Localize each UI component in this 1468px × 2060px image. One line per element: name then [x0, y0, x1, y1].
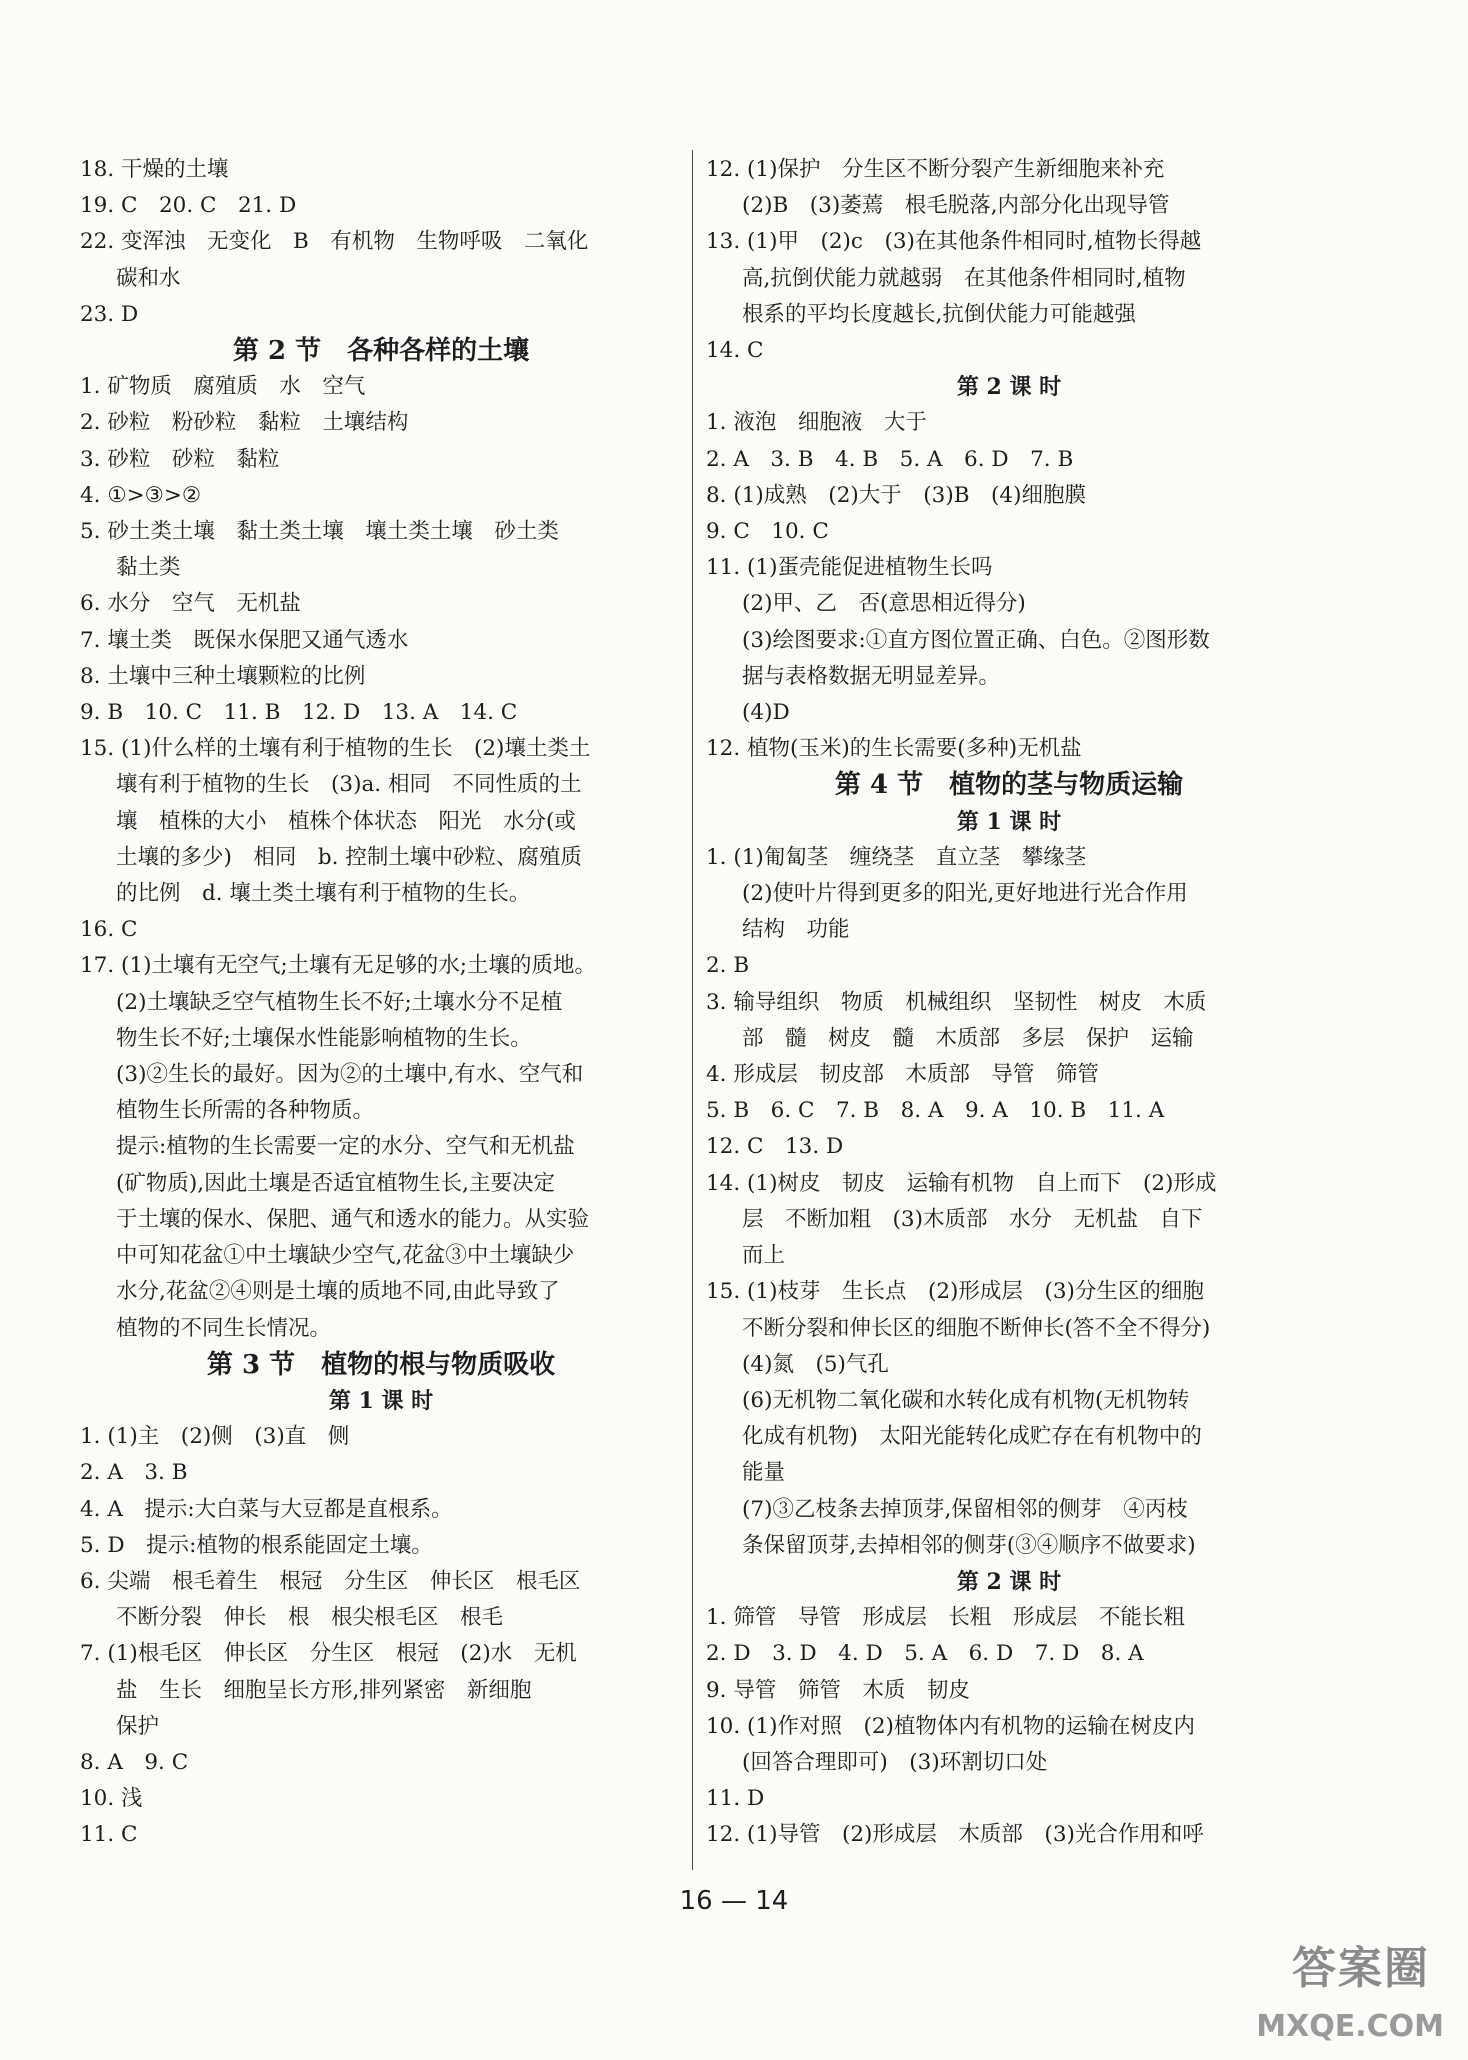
answer-line: 3. 砂粒 砂粒 黏粒: [80, 446, 280, 472]
answer-continuation: (4)D: [742, 700, 790, 726]
section-heading: 第 4 节 植物的茎与物质运输: [834, 770, 1184, 801]
answer-continuation: (2)使叶片得到更多的阳光,更好地进行光合作用: [742, 881, 1188, 907]
answer-line: 6. 水分 空气 无机盐: [80, 591, 301, 617]
answer-line: 5. B 6. C 7. B 8. A 9. A 10. B 11. A: [706, 1098, 1165, 1124]
answer-continuation: 根系的平均长度越长,抗倒伏能力可能越强: [742, 301, 1136, 327]
answer-line: 22. 变浑浊 无变化 B 有机物 生物呼吸 二氧化: [80, 229, 589, 255]
answer-continuation: (2)甲、乙 否(意思相近得分): [742, 591, 1026, 617]
lesson-heading: 第 2 课 时: [956, 374, 1062, 401]
watermark-logo: 答案圈: [1292, 1943, 1430, 1994]
lesson-heading: 第 1 课 时: [328, 1387, 434, 1414]
answer-continuation: 据与表格数据无明显差异。: [742, 663, 1001, 689]
answer-continuation: 于土壤的保水、保肥、通气和透水的能力。从实验: [116, 1206, 590, 1232]
answer-continuation: 条保留顶芽,去掉相邻的侧芽(③④顺序不做要求): [742, 1532, 1196, 1558]
right-column: [706, 152, 1312, 1854]
answer-line: 11. D: [706, 1786, 765, 1812]
answer-continuation: 的比例 d. 壤土类土壤有利于植物的生长。: [116, 881, 531, 907]
answer-continuation: 不断分裂和伸长区的细胞不断伸长(答不全不得分): [742, 1315, 1211, 1341]
answer-continuation: 提示:植物的生长需要一定的水分、空气和无机盐: [116, 1134, 575, 1160]
answer-continuation: (回答合理即可) (3)环割切口处: [742, 1749, 1048, 1775]
answer-line: 12. (1)导管 (2)形成层 木质部 (3)光合作用和呼: [706, 1822, 1204, 1848]
answer-continuation: 土壤的多少) 相同 b. 控制土壤中砂粒、腐殖质: [116, 844, 582, 870]
answer-line: 11. (1)蛋壳能促进植物生长吗: [706, 555, 993, 581]
answer-line: 9. B 10. C 11. B 12. D 13. A 14. C: [80, 700, 518, 726]
answer-line: 9. 导管 筛管 木质 韧皮: [706, 1677, 970, 1703]
answer-continuation: (2)土壤缺乏空气植物生长不好;土壤水分不足植: [116, 989, 563, 1015]
answer-line: 1. 液泡 细胞液 大于: [706, 410, 927, 436]
answer-line: 4. ①>③>②: [80, 482, 202, 508]
answer-continuation: 不断分裂 伸长 根 根尖根毛区 根毛: [116, 1605, 504, 1631]
answer-continuation: 物生长不好;土壤保水性能影响植物的生长。: [116, 1025, 532, 1051]
answer-line: 10. 浅: [80, 1786, 143, 1812]
answer-continuation: 黏土类: [116, 555, 181, 581]
answer-line: 17. (1)土壤有无空气;土壤有无足够的水;土壤的质地。: [80, 953, 596, 979]
answer-continuation: (7)③乙枝条去掉顶芽,保留相邻的侧芽 ④丙枝: [742, 1496, 1188, 1522]
answer-line: 3. 输导组织 物质 机械组织 坚韧性 树皮 木质: [706, 989, 1207, 1015]
answer-line: 15. (1)什么样的土壤有利于植物的生长 (2)壤土类土: [80, 736, 591, 762]
answer-continuation: 植物生长所需的各种物质。: [116, 1098, 375, 1124]
watermark: [1210, 1932, 1450, 2052]
answer-continuation: (3)②生长的最好。因为②的土壤中,有水、空气和: [116, 1062, 584, 1088]
answer-continuation: (4)氮 (5)气孔: [742, 1351, 889, 1377]
answer-line: 2. A 3. B 4. B 5. A 6. D 7. B: [706, 446, 1074, 472]
answer-line: 1. 矿物质 腐殖质 水 空气: [80, 374, 366, 400]
left-column: [80, 152, 682, 1854]
answer-continuation: 化成有机物) 太阳光能转化成贮存在有机物中的: [742, 1424, 1202, 1450]
answer-continuation: 水分,花盆②④则是土壤的质地不同,由此导致了: [116, 1279, 560, 1305]
answer-line: 4. 形成层 韧皮部 木质部 导管 筛管: [706, 1062, 1099, 1088]
answer-line: 12. 植物(玉米)的生长需要(多种)无机盐: [706, 736, 1082, 762]
answer-continuation: (6)无机物二氧化碳和水转化成有机物(无机物转: [742, 1387, 1190, 1413]
answer-line: 2. B: [706, 953, 750, 979]
answer-line: 8. (1)成熟 (2)大于 (3)B (4)细胞膜: [706, 482, 1086, 508]
answer-continuation: 结构 功能: [742, 917, 850, 943]
answer-line: 19. C 20. C 21. D: [80, 193, 297, 219]
answer-line: 2. A 3. B: [80, 1460, 188, 1486]
lesson-heading: 第 2 课 时: [956, 1568, 1062, 1595]
answer-line: 1. 筛管 导管 形成层 长粗 形成层 不能长粗: [706, 1605, 1185, 1631]
answer-line: 8. A 9. C: [80, 1749, 189, 1775]
answer-line: 23. D: [80, 301, 139, 327]
answer-line: 2. D 3. D 4. D 5. A 6. D 7. D 8. A: [706, 1641, 1144, 1667]
lesson-heading: 第 1 课 时: [956, 808, 1062, 835]
answer-line: 16. C: [80, 917, 138, 943]
column-divider: [692, 150, 693, 1870]
watermark-url: MXQE.COM: [1256, 2009, 1444, 2044]
answer-line: 12. C 13. D: [706, 1134, 844, 1160]
answer-line: 18. 干燥的土壤: [80, 157, 229, 182]
answer-line: 13. (1)甲 (2)c (3)在其他条件相同时,植物长得越: [706, 229, 1202, 255]
answer-continuation: 盐 生长 细胞呈长方形,排列紧密 新细胞: [116, 1677, 532, 1703]
answer-continuation: (2)B (3)萎蔫 根毛脱落,内部分化出现导管: [742, 193, 1170, 219]
page-number: 16 — 14: [679, 1886, 789, 1916]
answer-line: 6. 尖端 根毛着生 根冠 分生区 伸长区 根毛区: [80, 1568, 581, 1594]
section-heading: 第 3 节 植物的根与物质吸收: [206, 1349, 556, 1380]
answer-continuation: 保护: [116, 1713, 160, 1739]
answer-line: 11. C: [80, 1822, 138, 1848]
answer-continuation: 碳和水: [116, 265, 181, 291]
answer-continuation: 壤 植株的大小 植株个体状态 阳光 水分(或: [116, 808, 576, 834]
answer-line: 5. D 提示:植物的根系能固定土壤。: [80, 1532, 433, 1558]
answer-line: 10. (1)作对照 (2)植物体内有机物的运输在树皮内: [706, 1713, 1195, 1739]
answer-line: 7. 壤土类 既保水保肥又通气透水: [80, 627, 409, 653]
answer-line: 2. 砂粒 粉砂粒 黏粒 土壤结构: [80, 410, 409, 436]
answer-line: 9. C 10. C: [706, 519, 829, 545]
answer-continuation: 层 不断加粗 (3)木质部 水分 无机盐 自下: [742, 1206, 1203, 1232]
answer-line: 14. C: [706, 338, 764, 364]
section-heading: 第 2 节 各种各样的土壤: [232, 336, 530, 367]
answer-continuation: 中可知花盆①中土壤缺少空气,花盆③中土壤缺少: [116, 1243, 575, 1269]
answer-continuation: (矿物质),因此土壤是否适宜植物生长,主要决定: [116, 1170, 555, 1196]
answer-line: 8. 土壤中三种土壤颗粒的比例: [80, 663, 366, 689]
answer-line: 4. A 提示:大白菜与大豆都是直根系。: [80, 1496, 453, 1522]
answer-continuation: 高,抗倒伏能力就越弱 在其他条件相同时,植物: [742, 265, 1186, 291]
answer-continuation: 植物的不同生长情况。: [116, 1315, 332, 1341]
answer-line: 7. (1)根毛区 伸长区 分生区 根冠 (2)水 无机: [80, 1641, 577, 1667]
answer-line: 1. (1)主 (2)侧 (3)直 侧: [80, 1424, 350, 1450]
answer-continuation: 部 髓 树皮 髓 木质部 多层 保护 运输: [742, 1025, 1194, 1051]
answer-line: 14. (1)树皮 韧皮 运输有机物 自上而下 (2)形成: [706, 1170, 1217, 1196]
answer-continuation: (3)绘图要求:①直方图位置正确、白色。②图形数: [742, 627, 1210, 653]
answer-line: 5. 砂土类土壤 黏土类土壤 壤土类土壤 砂土类: [80, 519, 559, 545]
answer-continuation: 壤有利于植物的生长 (3)a. 相同 不同性质的土: [116, 772, 582, 798]
answer-line: 15. (1)枝芽 生长点 (2)形成层 (3)分生区的细胞: [706, 1279, 1204, 1305]
answer-continuation: 而上: [742, 1243, 786, 1269]
answer-continuation: 能量: [742, 1460, 786, 1486]
answer-line: 12. (1)保护 分生区不断分裂产生新细胞来补充: [706, 157, 1165, 182]
answer-line: 1. (1)匍匐茎 缠绕茎 直立茎 攀缘茎: [706, 844, 1087, 870]
